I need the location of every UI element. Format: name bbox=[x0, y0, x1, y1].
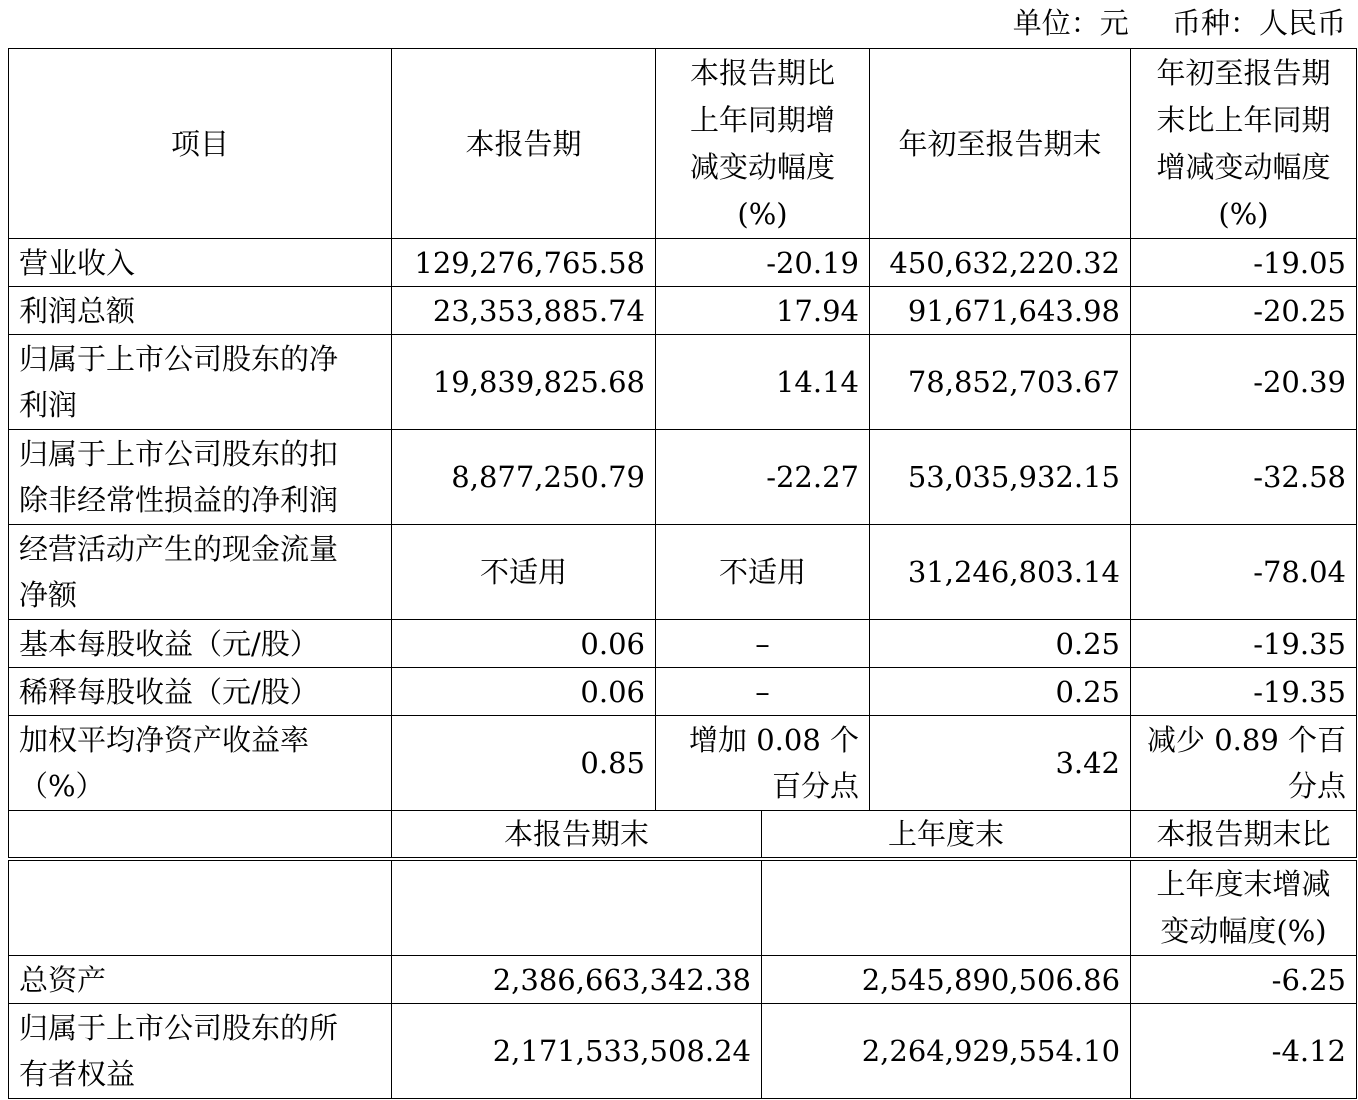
current-value: 23,353,885.74 bbox=[392, 287, 656, 335]
header-current-change: 本报告期比 上年同期增 减变动幅度 (%) bbox=[656, 49, 870, 239]
current-change: 不适用 bbox=[656, 525, 870, 620]
ytd-value: 3.42 bbox=[870, 716, 1131, 811]
header-balance-change-cont: 上年度末增减 变动幅度(%) bbox=[1131, 859, 1357, 956]
row-item: 归属于上市公司股东的所 有者权益 bbox=[9, 1004, 392, 1099]
header-period-end-cont bbox=[392, 859, 762, 956]
row-item: 归属于上市公司股东的净 利润 bbox=[9, 335, 392, 430]
ytd-change: -19.05 bbox=[1131, 239, 1357, 287]
current-value: 8,877,250.79 bbox=[392, 430, 656, 525]
table-row bbox=[9, 287, 1357, 335]
current-value: 0.06 bbox=[392, 668, 656, 716]
table-row bbox=[9, 1004, 1357, 1099]
table-row bbox=[9, 430, 1357, 525]
prior-year-end-value: 2,545,890,506.86 bbox=[762, 956, 1131, 1004]
ytd-value: 0.25 bbox=[870, 620, 1131, 668]
current-change: 增加 0.08 个 百分点 bbox=[656, 716, 870, 811]
ytd-change: -78.04 bbox=[1131, 525, 1357, 620]
table-row bbox=[9, 335, 1357, 430]
table-row bbox=[9, 620, 1357, 668]
current-change: -20.19 bbox=[656, 239, 870, 287]
current-change: – bbox=[656, 668, 870, 716]
period-end-value: 2,386,663,342.38 bbox=[392, 956, 762, 1004]
ytd-value: 0.25 bbox=[870, 668, 1131, 716]
ytd-change: -20.39 bbox=[1131, 335, 1357, 430]
header-prior-year-end-cont bbox=[762, 859, 1131, 956]
prior-year-end-value: 2,264,929,554.10 bbox=[762, 1004, 1131, 1099]
table-row bbox=[9, 239, 1357, 287]
row-item: 经营活动产生的现金流量 净额 bbox=[9, 525, 392, 620]
balance-change: -4.12 bbox=[1131, 1004, 1357, 1099]
header-prior-year-end: 上年度末 bbox=[762, 811, 1131, 860]
row-item: 利润总额 bbox=[9, 287, 392, 335]
balance-change: -6.25 bbox=[1131, 956, 1357, 1004]
unit-currency-line bbox=[1013, 4, 1346, 42]
row-item: 归属于上市公司股东的扣 除非经常性损益的净利润 bbox=[9, 430, 392, 525]
ytd-value: 78,852,703.67 bbox=[870, 335, 1131, 430]
header-balance-change: 本报告期末比 bbox=[1131, 811, 1357, 860]
ytd-change: 减少 0.89 个百 分点 bbox=[1131, 716, 1357, 811]
row-item: 营业收入 bbox=[9, 239, 392, 287]
header-ytd-change: 年初至报告期 末比上年同期 增减变动幅度 (%) bbox=[1131, 49, 1357, 239]
header-row bbox=[9, 49, 1357, 239]
header-ytd: 年初至报告期末 bbox=[870, 49, 1131, 239]
ytd-change: -19.35 bbox=[1131, 668, 1357, 716]
header-period-end: 本报告期末 bbox=[392, 811, 762, 860]
table-row bbox=[9, 668, 1357, 716]
balance-header-row bbox=[9, 811, 1357, 860]
table-row bbox=[9, 956, 1357, 1004]
current-value: 19,839,825.68 bbox=[392, 335, 656, 430]
current-value: 不适用 bbox=[392, 525, 656, 620]
ytd-change: -20.25 bbox=[1131, 287, 1357, 335]
period-end-value: 2,171,533,508.24 bbox=[392, 1004, 762, 1099]
ytd-value: 450,632,220.32 bbox=[870, 239, 1131, 287]
balance-item-header bbox=[9, 811, 392, 860]
financial-data-table bbox=[8, 48, 1357, 1099]
table-row bbox=[9, 525, 1357, 620]
row-item: 总资产 bbox=[9, 956, 392, 1004]
ytd-change: -32.58 bbox=[1131, 430, 1357, 525]
header-item: 项目 bbox=[9, 49, 392, 239]
row-item: 加权平均净资产收益率 （%） bbox=[9, 716, 392, 811]
current-change: 14.14 bbox=[656, 335, 870, 430]
ytd-value: 53,035,932.15 bbox=[870, 430, 1131, 525]
ytd-change: -19.35 bbox=[1131, 620, 1357, 668]
current-value: 129,276,765.58 bbox=[392, 239, 656, 287]
current-value: 0.06 bbox=[392, 620, 656, 668]
ytd-value: 91,671,643.98 bbox=[870, 287, 1131, 335]
header-current-period: 本报告期 bbox=[392, 49, 656, 239]
table-row bbox=[9, 716, 1357, 811]
current-change: -22.27 bbox=[656, 430, 870, 525]
ytd-value: 31,246,803.14 bbox=[870, 525, 1131, 620]
current-change: 17.94 bbox=[656, 287, 870, 335]
balance-header-row-cont bbox=[9, 859, 1357, 956]
current-value: 0.85 bbox=[392, 716, 656, 811]
current-change: – bbox=[656, 620, 870, 668]
row-item: 稀释每股收益（元/股） bbox=[9, 668, 392, 716]
balance-item-header-cont bbox=[9, 859, 392, 956]
row-item: 基本每股收益（元/股） bbox=[9, 620, 392, 668]
unit-label: 单位：元 bbox=[1012, 6, 1129, 40]
currency-label: 币种：人民币 bbox=[1171, 6, 1346, 40]
